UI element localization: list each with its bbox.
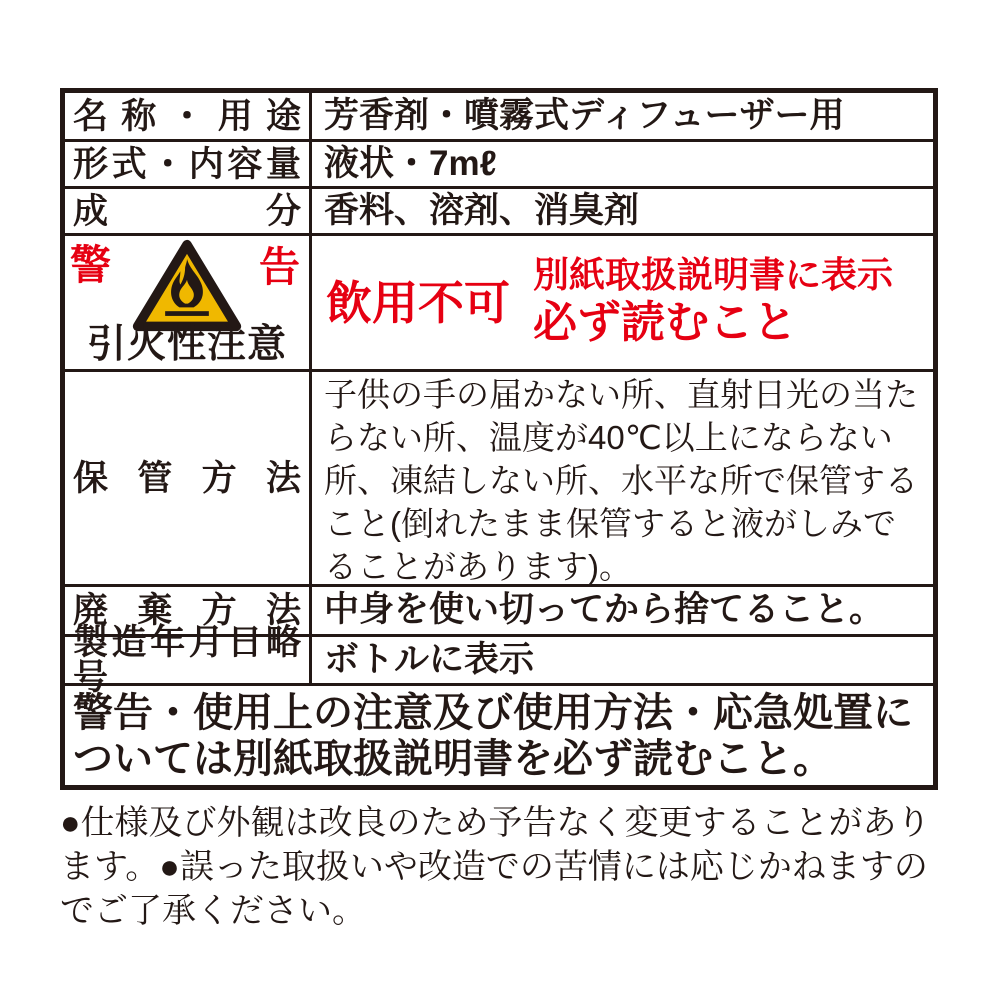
row-value-form-volume: 液状・7mℓ — [324, 143, 497, 183]
warning-word-right: 告 — [259, 244, 300, 290]
table-row — [65, 186, 933, 233]
warning-cell — [65, 236, 312, 369]
row-label-text: 製造年月日略号 — [73, 623, 301, 697]
row-label-text: 名称・用途 — [73, 96, 301, 136]
row-label-mfg-date-code — [65, 623, 312, 697]
row-label-storage — [65, 372, 312, 584]
row-label-ingredients — [65, 189, 312, 233]
row-value-disposal: 中身を使い切ってから捨てること。 — [324, 590, 885, 630]
table-row — [65, 623, 933, 697]
row-label-text: 保管方法 — [73, 458, 301, 498]
table-row — [65, 93, 933, 139]
table-row — [65, 369, 933, 584]
warning-word-left: 警 — [70, 242, 111, 288]
row-value-storage: 子供の手の届かない所、直射日光の当たらない所、温度が40℃以上にならない所、凍結しない所、水平な所で保管すること(倒れたまま保管すると液がしみでることがあります)。 — [324, 376, 918, 585]
product-spec-table — [60, 88, 938, 790]
row-label-text: 成分 — [73, 191, 301, 231]
row-label-text: 形式・内容量 — [73, 144, 301, 184]
table-row — [65, 139, 933, 186]
warning-row — [65, 233, 933, 369]
manual-reference-line2: 必ず読むこと — [533, 297, 797, 347]
row-value-ingredients: 香料、溶剤、消臭剤 — [324, 190, 640, 230]
manual-reference-line1: 別紙取扱説明書に表示 — [533, 253, 894, 295]
row-label-text: 廃棄方法 — [73, 591, 301, 630]
warning-content-cell — [312, 236, 933, 369]
manual-reference-block — [533, 253, 894, 347]
footer-disclaimer: ●仕様及び外観は改良のため予告なく変更することがあります。●誤った取扱いや改造での苦情には応じかねますのでご了承ください。 — [60, 804, 931, 930]
row-value-mfg-date-code: ボトルに表示 — [324, 639, 535, 679]
no-drink-text: 飲用不可 — [326, 276, 510, 329]
warning-caption: 引火性注意 — [86, 323, 287, 366]
flammable-warning-icon — [130, 238, 244, 334]
notice-row: 警告・使用上の注意及び使用方法・応急処置については別紙取扱説明書を必ず読むこと。 — [65, 683, 933, 785]
row-value-name-use: 芳香剤・噴霧式ディフューザー用 — [324, 95, 845, 135]
row-label-form-volume — [65, 142, 312, 186]
row-label-name-use — [65, 93, 312, 139]
